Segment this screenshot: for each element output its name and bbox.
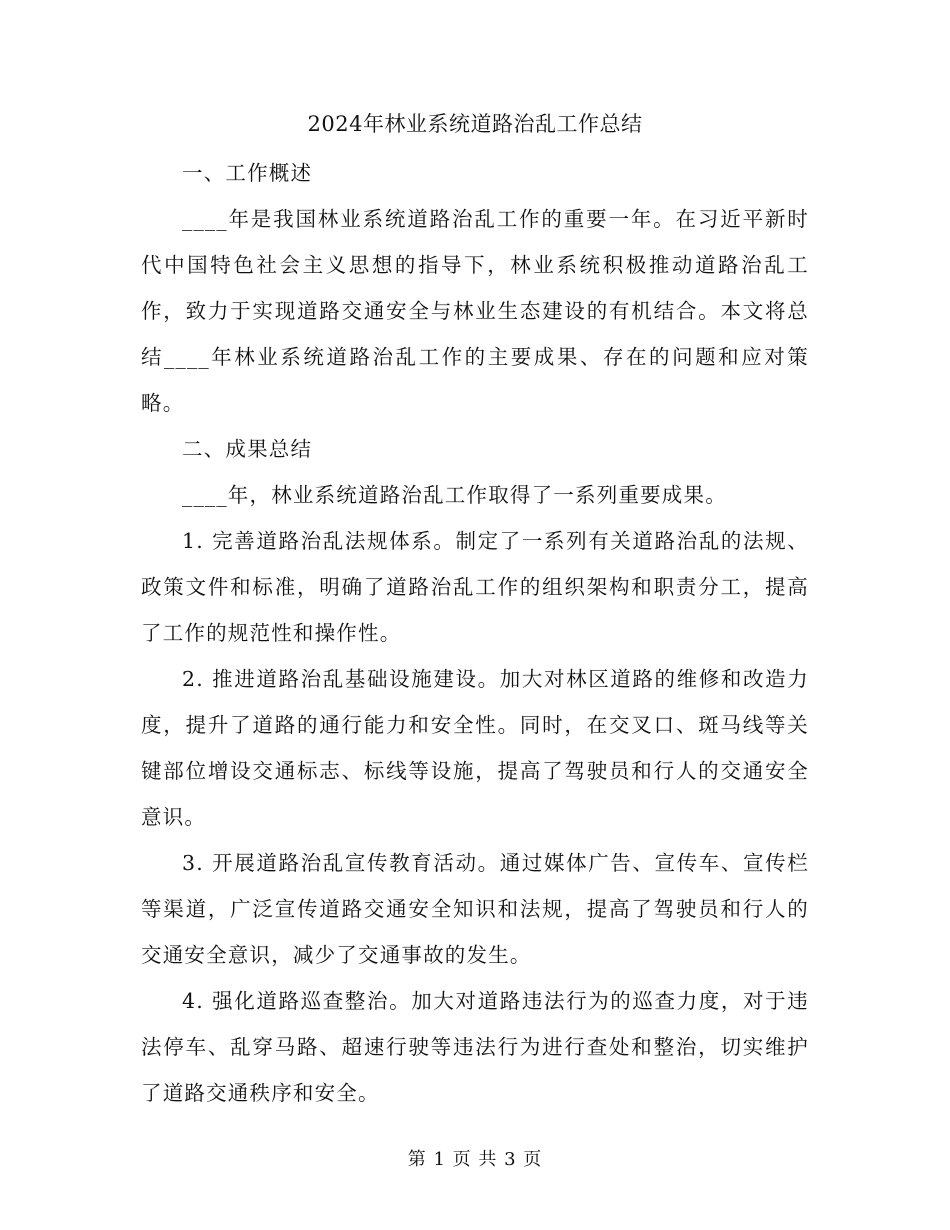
paragraph-overview: ____年是我国林业系统道路治乱工作的重要一年。在习近平新时代中国特色社会主义思想的指导下，林业系统积极推动道路治乱工作，致力于实现道路交通安全与林业生态建设的有机结合。本文将总结____年林业系统道路治乱工作的主要成果、存在的问题和应对策略。 bbox=[141, 207, 809, 415]
page-footer: 第 1 页 共 3 页 bbox=[407, 1149, 543, 1170]
paragraph-item-2: 2. 推进道路治乱基础设施建设。加大对林区道路的维修和改造力度，提升了道路的通行能力和安全性。同时，在交叉口、斑马线等关键部位增设交通标志、标线等设施，提高了驾驶员和行人的交通安全意识。 bbox=[141, 667, 809, 829]
document-title: 2024年林业系统道路治乱工作总结 bbox=[307, 112, 643, 136]
paragraph-item-4: 4. 强化道路巡查整治。加大对道路违法行为的巡查力度，对于违法停车、乱穿马路、超速行驶等违法行为进行查处和整治，切实维护了道路交通秩序和安全。 bbox=[141, 989, 809, 1105]
document-body bbox=[141, 150, 809, 1116]
paragraph-item-1: 1. 完善道路治乱法规体系。制定了一系列有关道路治乱的法规、政策文件和标准，明确了道路治乱工作的组织架构和职责分工，提高了工作的规范性和操作性。 bbox=[141, 529, 809, 645]
paragraph-results-intro: ____年，林业系统道路治乱工作取得了一系列重要成果。 bbox=[182, 483, 727, 507]
section-heading-results: 二、成果总结 bbox=[182, 437, 313, 461]
section-heading-overview: 一、工作概述 bbox=[182, 161, 313, 185]
paragraph-item-3: 3. 开展道路治乱宣传教育活动。通过媒体广告、宣传车、宣传栏等渠道，广泛宣传道路交通安全知识和法规，提高了驾驶员和行人的交通安全意识，减少了交通事故的发生。 bbox=[141, 851, 809, 967]
